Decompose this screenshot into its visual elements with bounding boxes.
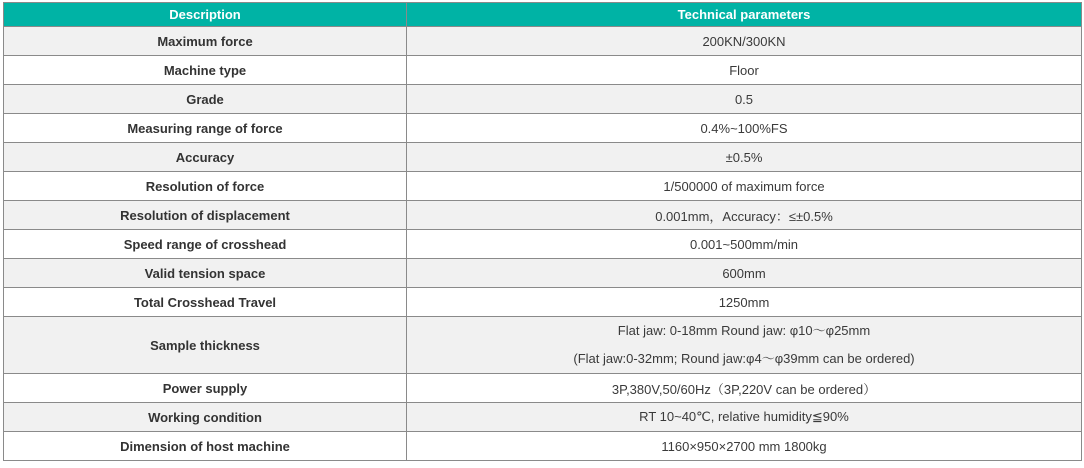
- row-label: Valid tension space: [4, 259, 407, 288]
- row-label: Resolution of force: [4, 172, 407, 201]
- row-label: Dimension of host machine: [4, 432, 407, 461]
- row-label: Working condition: [4, 403, 407, 432]
- table-row: [4, 143, 1082, 172]
- row-label: Measuring range of force: [4, 114, 407, 143]
- row-value: 200KN/300KN: [407, 27, 1082, 56]
- row-value: 0.5: [407, 85, 1082, 114]
- row-value: 0.001~500mm/min: [407, 230, 1082, 259]
- table-row: [4, 288, 1082, 317]
- row-value: 0.4%~100%FS: [407, 114, 1082, 143]
- table-row: [4, 432, 1082, 461]
- row-value: RT 10~40℃, relative humidity≦90%: [407, 403, 1082, 432]
- header-description: Description: [4, 3, 407, 27]
- row-value: ±0.5%: [407, 143, 1082, 172]
- row-value: Floor: [407, 56, 1082, 85]
- row-value: 1250mm: [407, 288, 1082, 317]
- row-value: 1160×950×2700 mm 1800kg: [407, 432, 1082, 461]
- row-label: Sample thickness: [4, 317, 407, 374]
- row-label: Accuracy: [4, 143, 407, 172]
- row-label: Resolution of displacement: [4, 201, 407, 230]
- row-value: [407, 317, 1082, 374]
- row-value-line-1: Flat jaw: 0-18mm Round jaw: φ10～φ25mm: [617, 323, 871, 338]
- row-value: 600mm: [407, 259, 1082, 288]
- row-label: Maximum force: [4, 27, 407, 56]
- row-label: Power supply: [4, 374, 407, 403]
- row-value: 1/500000 of maximum force: [407, 172, 1082, 201]
- table-row: [4, 85, 1082, 114]
- table-row: [4, 374, 1082, 403]
- table-row: [4, 27, 1082, 56]
- table-row: [4, 56, 1082, 85]
- table-row: [4, 403, 1082, 432]
- row-label: Total Crosshead Travel: [4, 288, 407, 317]
- row-value: 0.001mm，Accuracy：≤±0.5%: [407, 201, 1082, 230]
- table-row: [4, 114, 1082, 143]
- table-row: [4, 230, 1082, 259]
- row-label: Grade: [4, 85, 407, 114]
- row-value-line-2: (Flat jaw:0-32mm; Round jaw:φ4～φ39mm can be ordered): [573, 351, 915, 366]
- technical-parameters-table: [3, 2, 1082, 461]
- row-label: Machine type: [4, 56, 407, 85]
- table-row: [4, 259, 1082, 288]
- row-value: 3P,380V,50/60Hz（3P,220V can be ordered）: [407, 374, 1082, 403]
- table-header-row: [4, 3, 1082, 27]
- table-row: [4, 201, 1082, 230]
- header-technical-parameters: Technical parameters: [407, 3, 1082, 27]
- table-row: [4, 172, 1082, 201]
- table-row: [4, 317, 1082, 374]
- row-label: Speed range of crosshead: [4, 230, 407, 259]
